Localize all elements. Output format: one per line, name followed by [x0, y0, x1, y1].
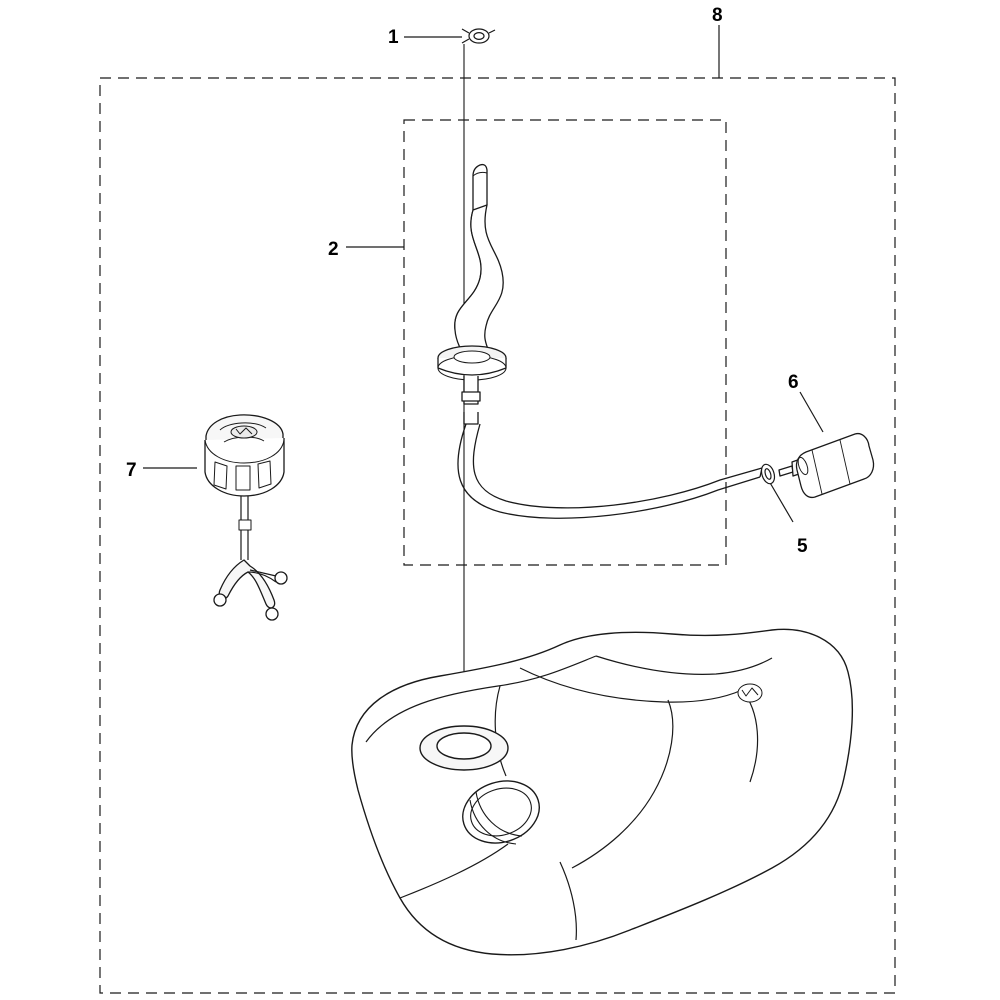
leader-5 [769, 481, 793, 522]
tank-emboss-mark [738, 684, 762, 702]
callout-label-7: 7 [126, 460, 137, 481]
callout-label-2: 2 [328, 239, 339, 260]
callout-label-6: 6 [788, 372, 799, 393]
dashed-boundary-hose-2 [404, 120, 726, 565]
fuel-pickup-assembly-part-2 [438, 165, 762, 519]
fuel-filter-part-6 [779, 434, 874, 498]
fuel-tank-body [352, 629, 853, 954]
hose-clip-part-1 [462, 29, 495, 43]
callout-label-5: 5 [797, 536, 808, 557]
grommet-seal-part-5 [759, 463, 777, 486]
fuel-cap-part-7 [205, 415, 287, 620]
leader-6 [800, 392, 823, 432]
callout-label-8: 8 [712, 5, 723, 26]
callout-label-1: 1 [388, 27, 399, 48]
